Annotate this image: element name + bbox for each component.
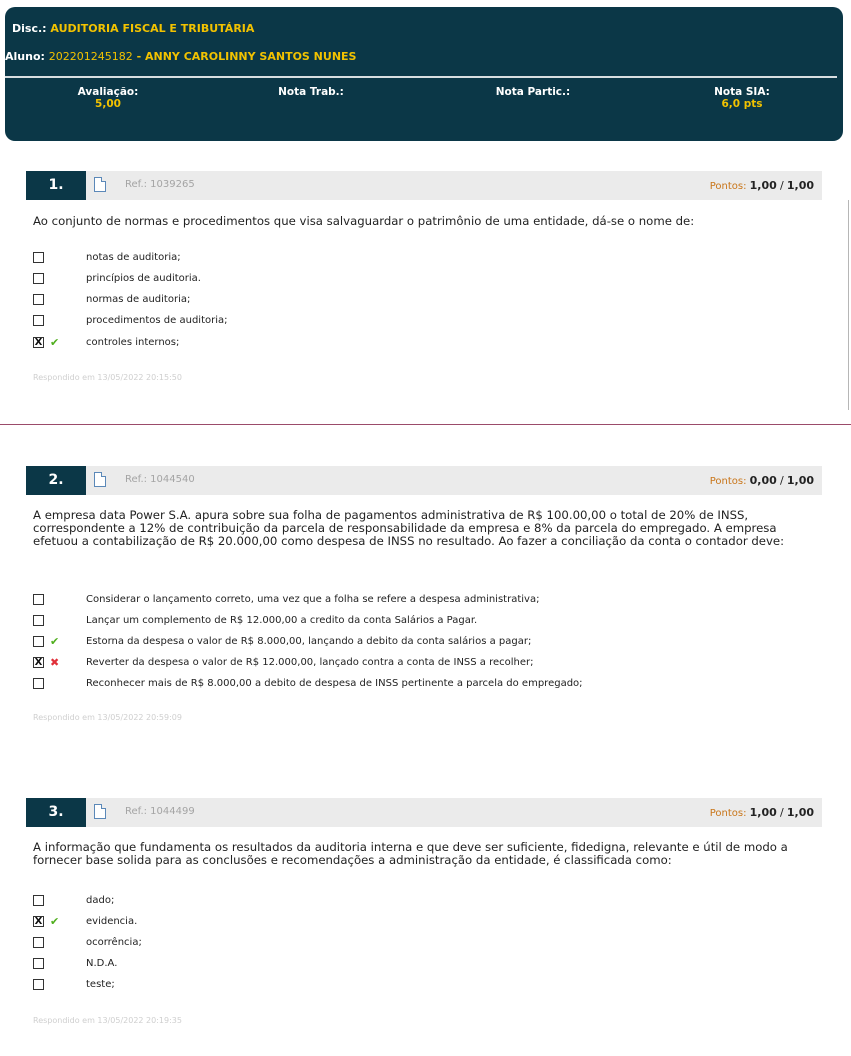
question-2-number: 2. [26,466,86,495]
points-value: 0,00 [749,474,777,487]
question-3-bar [26,798,822,827]
col-avaliacao-value: 5,00 [95,98,121,110]
checkbox[interactable] [33,594,44,605]
document-icon[interactable] [94,177,106,192]
points-max: 1,00 [786,474,814,487]
col-nota-sia-value: 6,0 pts [721,98,763,110]
points-label: Pontos: [709,808,747,819]
discipline-label: Disc.: [12,22,47,35]
grade-header [5,7,843,141]
option-text: ocorrência; [86,937,142,948]
question-1-number: 1. [26,171,86,200]
option-text: Reverter da despesa o valor de R$ 12.000,00, lançado contra a conta de INSS a recolher; [86,657,534,668]
checkbox[interactable] [33,252,44,263]
question-2-ref: Ref.: 1044540 [125,474,195,485]
option-text: dado; [86,895,115,906]
question-3-answered-time: Respondido em 13/05/2022 20:19:35 [33,1016,182,1025]
document-icon[interactable] [94,472,106,487]
col-nota-trab [263,86,359,98]
points-sep: / [779,179,784,192]
page-edge-line [848,200,849,410]
question-3-points [710,806,814,819]
discipline-row [12,22,254,35]
check-icon: ✔ [50,336,60,349]
question-1-answered-time: Respondido em 13/05/2022 20:15:50 [33,373,182,382]
option-text: notas de auditoria; [86,252,181,263]
option-text: Considerar o lançamento correto, uma vez que a folha se refere a despesa administrativa; [86,594,540,605]
points-max: 1,00 [786,806,814,819]
col-nota-sia [697,86,787,110]
check-icon: ✔ [50,635,60,648]
page-break-line [0,424,851,425]
discipline-value: AUDITORIA FISCAL E TRIBUTÁRIA [50,22,255,35]
question-1-statement: Ao conjunto de normas e procedimentos que visa salvaguardar o patrimônio de uma entidade, dá-se o nome de: [33,214,695,228]
points-label: Pontos: [709,476,747,487]
question-3-statement: A informação que fundamenta os resultados da auditoria interna e que deve ser suficiente, fidedigna, relevante e útil de modo a fornecer base solida para as conclusões e recomendações a administração da entidade, é classificada como: [33,840,788,867]
question-1-points [710,179,814,192]
option-text: princípios de auditoria. [86,273,201,284]
checkbox[interactable]: X [34,337,43,348]
question-3-number: 3. [26,798,86,827]
student-sep: - [136,50,142,63]
option-text: normas de auditoria; [86,294,191,305]
checkbox[interactable]: X [34,657,43,668]
checkbox[interactable] [33,636,44,647]
checkbox[interactable] [33,315,44,326]
col-nota-partic-label: Nota Partic.: [495,86,571,98]
option-text: evidencia. [86,916,138,927]
points-sep: / [779,806,784,819]
question-2-bar [26,466,822,495]
points-max: 1,00 [786,179,814,192]
col-avaliacao [63,86,153,110]
col-avaliacao-label: Avaliação: [77,86,139,98]
student-row [5,50,356,63]
option-text: procedimentos de auditoria; [86,315,228,326]
question-2-statement: A empresa data Power S.A. apura sobre sua folha de pagamentos administrativa de R$ 100.00,00 o total de 20% de INSS, correspondente a 12% de contribuição da parcela de responsabilidade da empresa e 8% da parcela do empregado. A empresa efetuou a contabilização de R$ 20.000,00 como despesa de INSS no resultado. Ao fazer a conciliação da conta o contador deve: [33,508,785,548]
col-nota-trab-label: Nota Trab.: [278,86,344,98]
checkbox[interactable] [33,273,44,284]
points-label: Pontos: [709,181,747,192]
student-label: Aluno: [5,50,45,63]
student-id: 202201245182 [48,50,133,63]
checkbox[interactable] [33,937,44,948]
option-text: teste; [86,979,115,990]
document-icon[interactable] [94,804,106,819]
checkbox[interactable] [33,678,44,689]
option-text: Lançar um complemento de R$ 12.000,00 a credito da conta Salários a Pagar. [86,615,478,626]
col-nota-sia-label: Nota SIA: [714,86,770,98]
option-text: Reconhecer mais de R$ 8.000,00 a debito de despesa de INSS pertinente a parcela do empregado; [86,678,583,689]
check-icon: ✔ [50,915,60,928]
cross-icon: ✖ [50,656,60,669]
checkbox[interactable] [33,294,44,305]
question-1-bar [26,171,822,200]
student-name: ANNY CAROLINNY SANTOS NUNES [145,50,357,63]
checkbox[interactable]: X [34,916,43,927]
checkbox[interactable] [33,895,44,906]
question-3-ref: Ref.: 1044499 [125,806,195,817]
question-1-ref: Ref.: 1039265 [125,179,195,190]
checkbox[interactable] [33,979,44,990]
points-value: 1,00 [749,179,777,192]
checkbox[interactable] [33,958,44,969]
points-value: 1,00 [749,806,777,819]
checkbox[interactable] [33,615,44,626]
option-text: Estorna da despesa o valor de R$ 8.000,00, lançando a debito da conta salários a pagar; [86,636,532,647]
col-nota-partic [481,86,585,98]
option-text: N.D.A. [86,958,118,969]
header-divider [5,76,837,78]
question-2-points [710,474,814,487]
question-2-answered-time: Respondido em 13/05/2022 20:59:09 [33,713,182,722]
option-text: controles internos; [86,337,180,348]
points-sep: / [779,474,784,487]
